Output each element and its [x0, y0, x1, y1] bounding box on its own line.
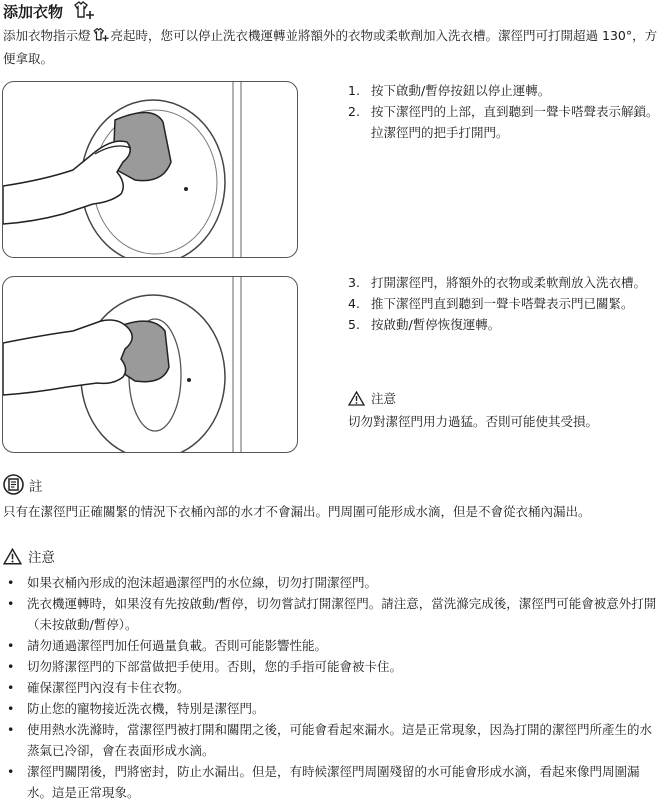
list-item: • 請勿通過潔徑門加任何過量負載。否則可能影響性能。	[3, 635, 663, 656]
note-heading: 註	[3, 474, 43, 502]
close-door-illustration	[2, 276, 298, 453]
step-item: 1. 按下啟動/暫停按鈕以停止運轉。	[348, 83, 551, 98]
list-item: • 使用熱水洗滌時，當潔徑門被打開和關閉之後，可能會看起來漏水。這是正常現象，因為打開的潔徑門所產生的水蒸氣已冷卻，會在表面形成水滴。	[3, 719, 663, 761]
warning-triangle-icon	[3, 548, 22, 572]
add-garment-indicator-icon	[92, 27, 110, 48]
inline-caution-heading: 注意	[348, 389, 396, 412]
caution-heading: 注意	[3, 547, 55, 572]
steps-group-2	[348, 272, 663, 335]
warning-triangle-icon	[348, 391, 365, 412]
list-item: • 洗衣機運轉時，如果沒有先按啟動/暫停，切勿嘗試打開潔徑門。請注意，當洗滌完成後，潔徑門可能會被意外打開（未按啟動/暫停）。	[3, 593, 663, 635]
step-item: 4. 推下潔徑門直到聽到一聲卡嗒聲表示門已關緊。	[348, 296, 634, 311]
open-door-illustration	[2, 81, 298, 258]
list-item: • 防止您的寵物接近洗衣機，特別是潔徑門。	[3, 698, 663, 719]
step-item: 2. 按下潔徑門的上部，直到聽到一聲卡嗒聲表示解鎖。拉潔徑門的把手打開門。	[348, 104, 659, 140]
list-item: • 如果衣桶內形成的泡沫超過潔徑門的水位線，切勿打開潔徑門。	[3, 572, 663, 593]
add-garment-icon	[72, 0, 96, 26]
list-item: • 確保潔徑門內沒有卡住衣物。	[3, 677, 663, 698]
note-text: 只有在潔徑門正確關緊的情況下衣桶內部的水才不會漏出。門周圍可能形成水滴，但是不會從衣桶內漏出。	[3, 504, 591, 519]
caution-list	[3, 572, 663, 803]
note-icon	[3, 474, 24, 502]
list-item: • 潔徑門關閉後，門將密封，防止水漏出。但是，有時候潔徑門周圍殘留的水可能會形成水滴，看起來像門周圍漏水。這是正常現象。	[3, 761, 663, 803]
steps-group-1	[348, 80, 663, 143]
section-title: 添加衣物	[3, 0, 96, 26]
step-item: 5. 按啟動/暫停恢復運轉。	[348, 317, 501, 332]
list-item: • 切勿將潔徑門的下部當做把手使用。否則，您的手指可能會被卡住。	[3, 656, 663, 677]
step-item: 3. 打開潔徑門，將額外的衣物或柔軟劑放入洗衣槽。	[348, 275, 647, 290]
inline-caution-text: 切勿對潔徑門用力過猛。否則可能使其受損。	[348, 414, 599, 429]
intro-paragraph: 添加衣物指示燈 亮起時，您可以停止洗衣機運轉並將額外的衣物或柔軟劑加入洗衣槽。潔徑門可打開超過 130°，方便拿取。	[3, 28, 658, 66]
